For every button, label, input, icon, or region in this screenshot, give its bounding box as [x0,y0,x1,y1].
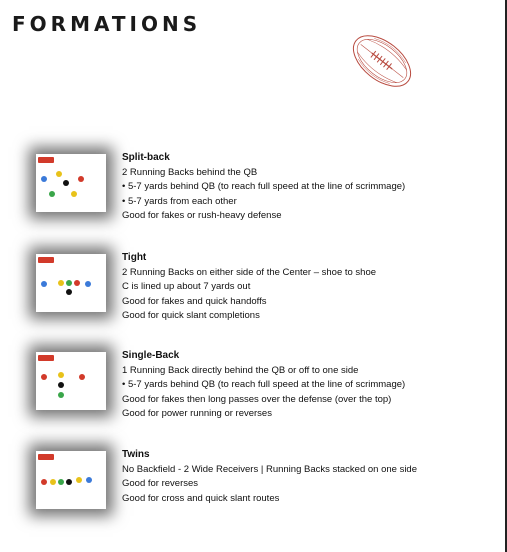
player-dot [79,374,85,380]
formation-single-back [122,349,502,422]
player-dot [71,191,77,197]
player-dot [58,280,64,286]
formation-name: Single-Back [122,350,180,361]
logo-badge [38,454,54,460]
player-dot [58,392,64,398]
player-dot [76,477,82,483]
player-dot [63,180,69,186]
player-dot [66,289,72,295]
formation-line: • 5-7 yards behind QB (to reach full speed at the line of scrimmage) [122,379,406,390]
formation-line: No Backfield - 2 Wide Receivers | Running Backs stacked on one side [122,463,418,475]
player-dot [58,372,64,378]
formation-line: • 5-7 yards behind QB (to reach full speed at the line of scrimmage) [122,181,406,192]
formation-line: C is lined up about 7 yards out [122,281,251,292]
formation-line: 2 Running Backs behind the QB [122,166,258,178]
formation-line: Good for fakes or rush-heavy defense [122,210,282,221]
player-dot [66,280,72,286]
player-dot [86,477,92,483]
logo-badge [38,157,54,163]
formation-tight [122,251,502,324]
player-dot [41,479,47,485]
logo-badge [38,257,54,263]
formation-name: Split-back [122,152,170,163]
formation-line: 2 Running Backs on either side of the Center – shoe to shoe [122,266,377,278]
formation-line: 1 Running Back directly behind the QB or off to one side [122,364,359,376]
formation-line: Good for reverses [122,478,199,489]
player-dot [41,281,47,287]
formation-diagram-split-back [36,154,106,212]
player-dot [66,479,72,485]
formation-line: Good for fakes then long passes over the defense (over the top) [122,393,392,405]
formation-line: Good for cross and quick slant routes [122,492,280,504]
player-dot [56,171,62,177]
player-dot [78,176,84,182]
formation-line: • 5-7 yards from each other [122,195,237,207]
player-dot [50,479,56,485]
formation-name: Tight [122,252,147,263]
formation-name: Twins [122,449,150,460]
player-dot [58,479,64,485]
football-icon [345,26,419,96]
formation-diagram-tight [36,254,106,312]
player-dot [41,374,47,380]
formation-split-back [122,151,502,224]
page-title: FORMATIONS [12,12,202,36]
logo-badge [38,355,54,361]
player-dot [49,191,55,197]
formation-line: Good for fakes and quick handoffs [122,295,267,307]
formation-line: Good for quick slant completions [122,310,260,321]
player-dot [58,382,64,388]
player-dot [74,280,80,286]
formation-diagram-single-back [36,352,106,410]
player-dot [85,281,91,287]
player-dot [41,176,47,182]
formation-line: Good for power running or reverses [122,408,272,419]
formation-diagram-twins [36,451,106,509]
formation-twins [122,448,502,506]
